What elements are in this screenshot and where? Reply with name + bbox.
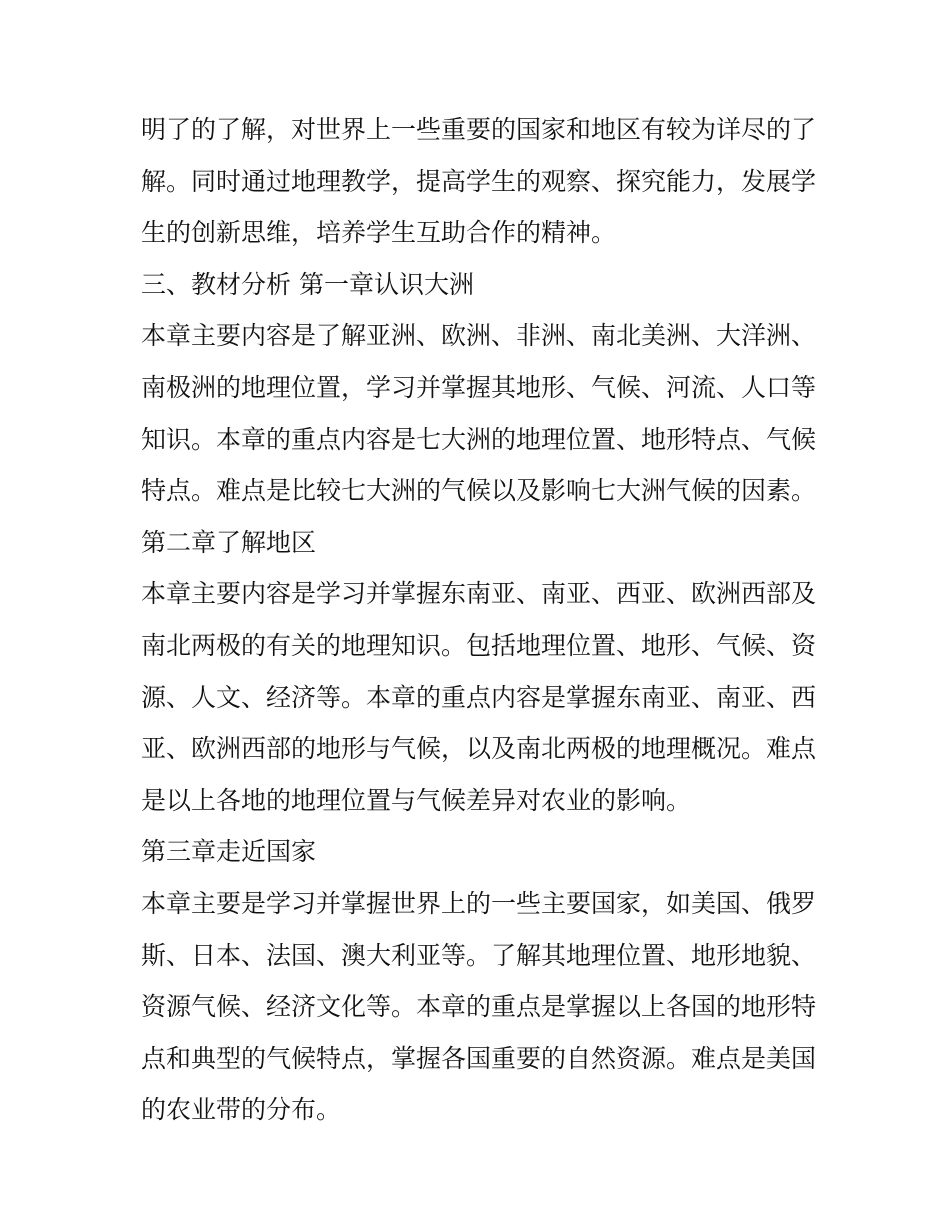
text-line: 本章主要内容是学习并掌握东南亚、南亚、西亚、欧洲西部及 xyxy=(141,579,817,609)
text-line: 南北两极的有关的地理知识。包括地理位置、地形、气候、资 xyxy=(141,630,817,660)
text-line: 亚、欧洲西部的地形与气候，以及南北两极的地理概况。难点 xyxy=(141,734,817,764)
text-line: 特点。难点是比较七大洲的气候以及影响七大洲气候的因素。 xyxy=(141,476,817,506)
text-line: 斯、日本、法国、澳大利亚等。了解其地理位置、地形地貌、 xyxy=(141,940,817,970)
text-line: 解。同时通过地理教学，提高学生的观察、探究能力，发展学 xyxy=(141,166,817,196)
text-line: 源、人文、经济等。本章的重点内容是掌握东南亚、南亚、西 xyxy=(141,682,817,712)
chapter-heading: 第二章了解地区 xyxy=(141,527,317,557)
text-line: 是以上各地的地理位置与气候差异对农业的影响。 xyxy=(141,785,692,815)
text-line: 南极洲的地理位置，学习并掌握其地形、气候、河流、人口等 xyxy=(141,372,817,402)
section-heading: 三、教材分析 第一章认识大洲 xyxy=(141,269,474,299)
text-line: 明了的了解，对世界上一些重要的国家和地区有较为详尽的了 xyxy=(141,115,817,144)
text-line: 资源气候、经济文化等。本章的重点是掌握以上各国的地形特 xyxy=(141,992,817,1022)
text-line: 知识。本章的重点内容是七大洲的地理位置、地形特点、气候 xyxy=(141,424,817,454)
chapter-heading: 第三章走近国家 xyxy=(141,837,317,867)
document-body xyxy=(141,104,817,1136)
text-line: 的农业带的分布。 xyxy=(141,1095,342,1125)
text-line: 生的创新思维，培养学生互助合作的精神。 xyxy=(141,218,617,248)
text-line: 点和典型的气候特点，掌握各国重要的自然资源。难点是美国 xyxy=(141,1043,817,1073)
text-line: 本章主要是学习并掌握世界上的一些主要国家，如美国、俄罗 xyxy=(141,888,817,918)
text-line: 本章主要内容是了解亚洲、欧洲、非洲、南北美洲、大洋洲、 xyxy=(141,321,817,351)
